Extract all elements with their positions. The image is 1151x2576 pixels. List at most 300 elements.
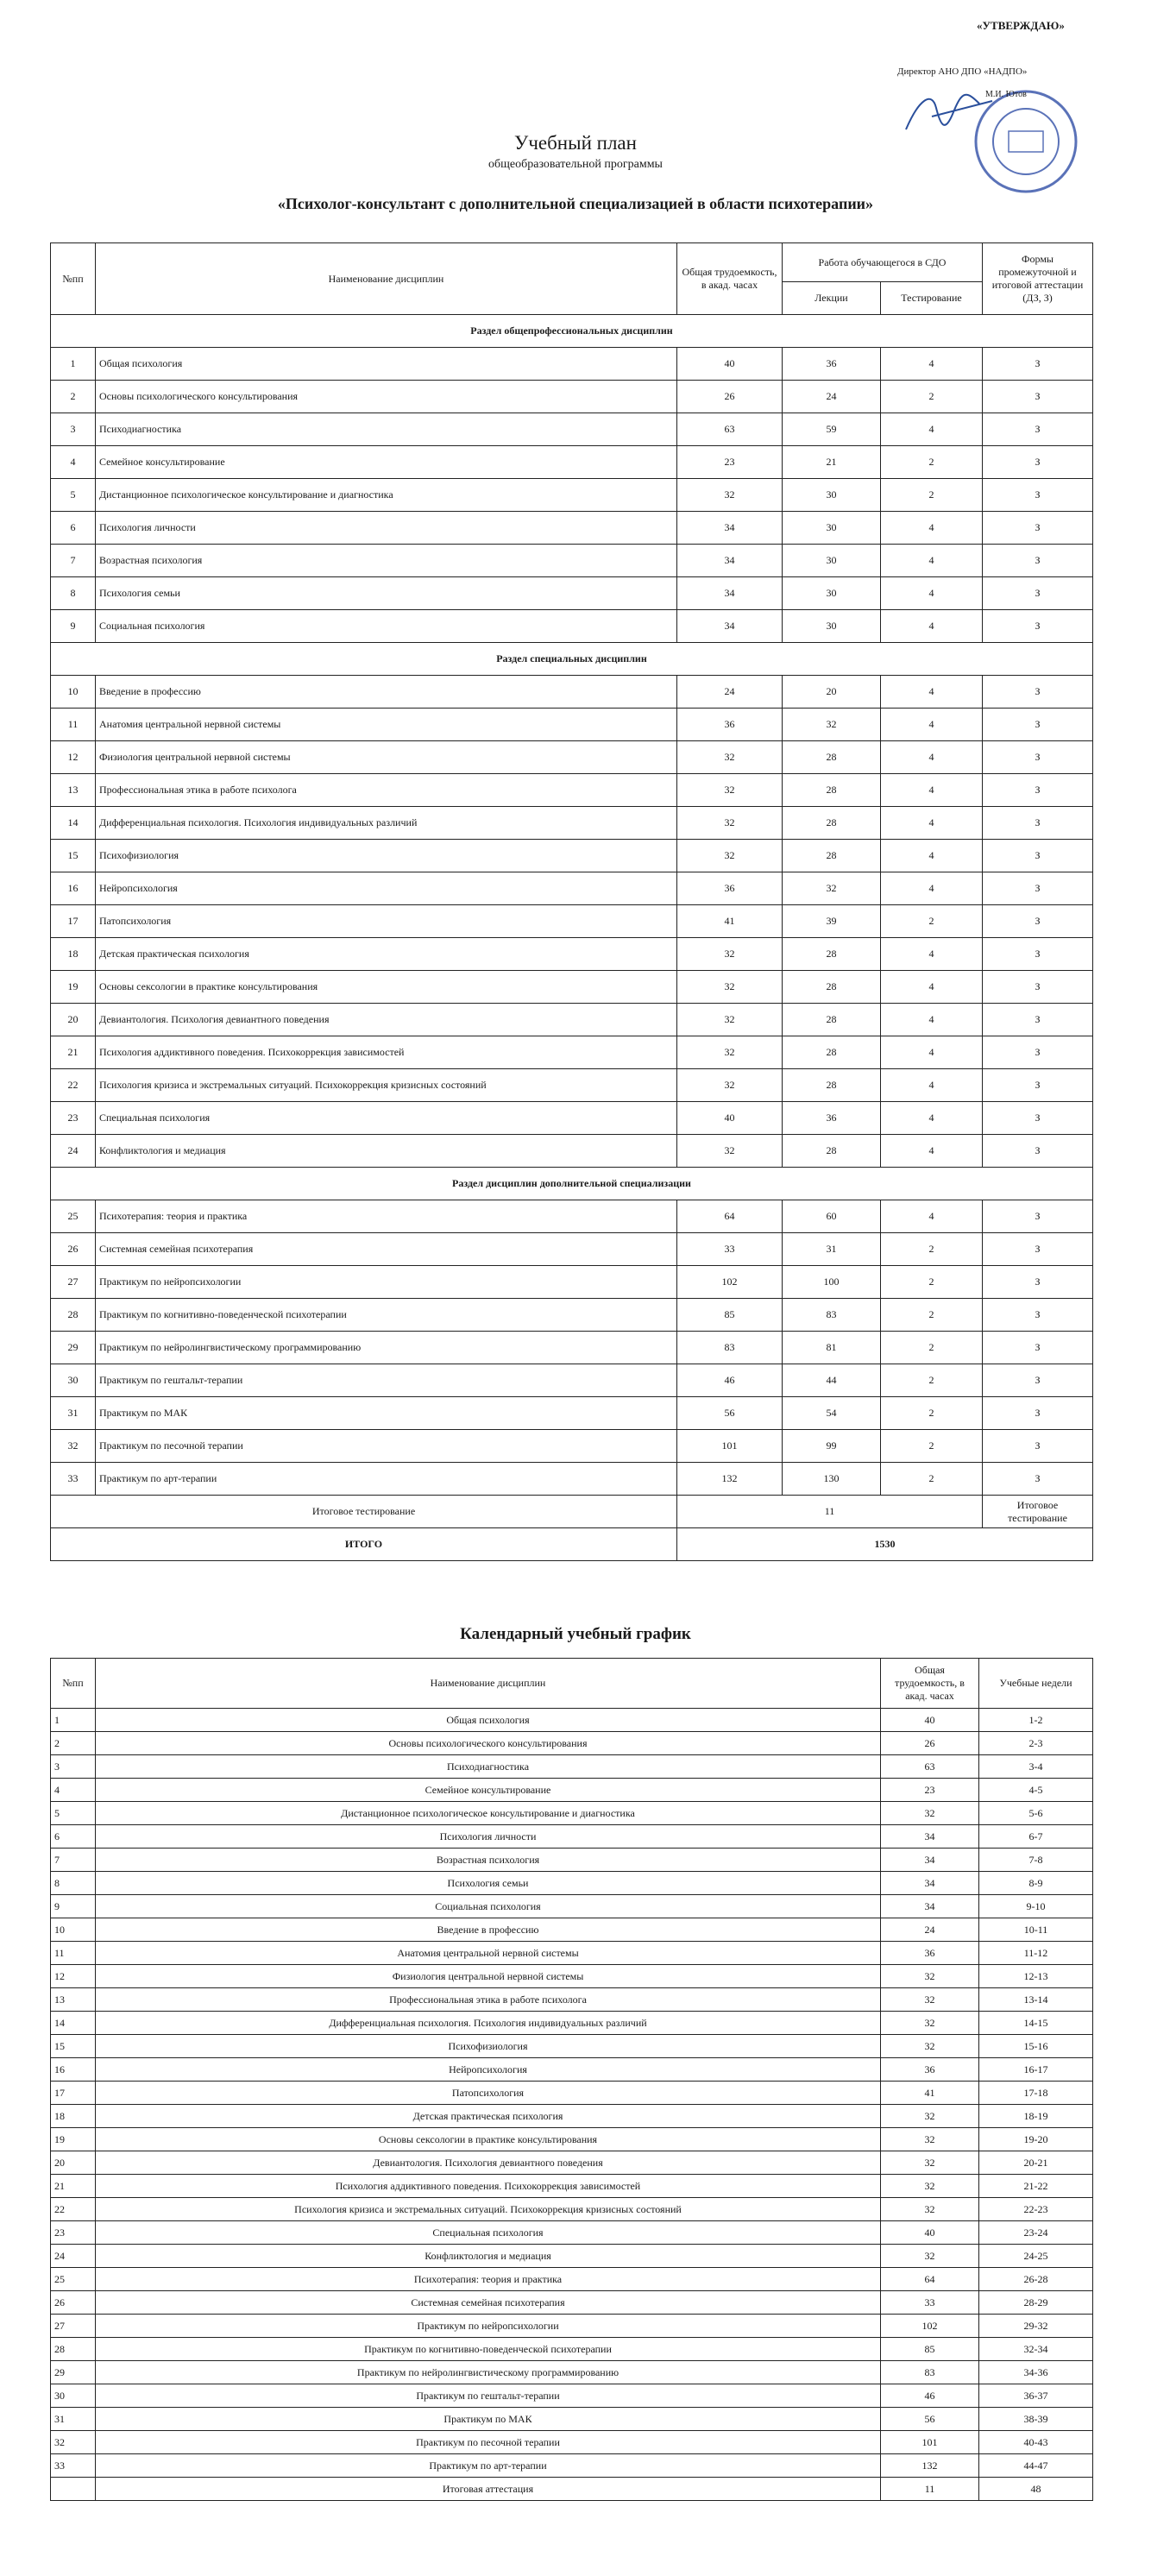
discipline-name: Психология кризиса и экстремальных ситуаций. Психокоррекция кризисных состояний: [96, 1069, 677, 1102]
discipline-name: Нейропсихология: [96, 872, 677, 905]
lecture-hours: 59: [783, 413, 881, 446]
col-work: Работа обучающегося в СДО: [783, 243, 983, 282]
testing-hours: 2: [881, 1266, 983, 1299]
attestation-form: З: [983, 1397, 1093, 1430]
discipline-name: Семейное консультирование: [96, 446, 677, 479]
discipline-name: Системная семейная психотерапия: [96, 2291, 881, 2315]
row-number: [51, 2478, 96, 2501]
total-hours: 32: [881, 2198, 979, 2221]
discipline-name: Детская практическая психология: [96, 938, 677, 971]
lecture-hours: 36: [783, 348, 881, 381]
table-row: [51, 1430, 1093, 1463]
row-number: 16: [51, 2058, 96, 2082]
testing-hours: 4: [881, 1200, 983, 1233]
total-hours: 132: [881, 2454, 979, 2478]
total-hours: 102: [881, 2315, 979, 2338]
total-hours: 36: [881, 1942, 979, 1965]
discipline-name: Патопсихология: [96, 2082, 881, 2105]
table-row: [51, 2082, 1093, 2105]
total-hours: 64: [881, 2268, 979, 2291]
table-row: [51, 348, 1093, 381]
table-row: [51, 1895, 1093, 1918]
lecture-hours: 100: [783, 1266, 881, 1299]
table-row: [51, 1463, 1093, 1496]
total-hours: 40: [881, 2221, 979, 2245]
attestation-form: З: [983, 741, 1093, 774]
testing-hours: 4: [881, 1069, 983, 1102]
testing-hours: 4: [881, 676, 983, 709]
lecture-hours: 30: [783, 545, 881, 577]
testing-hours: 4: [881, 1102, 983, 1135]
attestation-form: З: [983, 774, 1093, 807]
study-weeks: 15-16: [979, 2035, 1093, 2058]
row-number: 17: [51, 905, 96, 938]
discipline-name: Основы психологического консультирования: [96, 381, 677, 413]
discipline-name: Психология аддиктивного поведения. Психокоррекция зависимостей: [96, 1036, 677, 1069]
table-row: [51, 840, 1093, 872]
lecture-hours: 24: [783, 381, 881, 413]
row-number: 10: [51, 676, 96, 709]
row-number: 32: [51, 1430, 96, 1463]
table-row: [51, 2151, 1093, 2175]
testing-hours: 4: [881, 413, 983, 446]
attestation-form: З: [983, 1200, 1093, 1233]
discipline-name: Психофизиология: [96, 2035, 881, 2058]
attestation-form: З: [983, 840, 1093, 872]
study-weeks: 5-6: [979, 1802, 1093, 1825]
table-row: [51, 971, 1093, 1004]
discipline-name: Психология кризиса и экстремальных ситуаций. Психокоррекция кризисных состояний: [96, 2198, 881, 2221]
discipline-name: Психология семьи: [96, 577, 677, 610]
total-hours: 46: [677, 1364, 783, 1397]
discipline-name: Профессиональная этика в работе психолога: [96, 1988, 881, 2012]
total-hours: 34: [881, 1895, 979, 1918]
discipline-name: Общая психология: [96, 348, 677, 381]
attestation-form: З: [983, 971, 1093, 1004]
total-hours: 32: [881, 2175, 979, 2198]
table-row: [51, 2291, 1093, 2315]
discipline-name: Дифференциальная психология. Психология индивидуальных различий: [96, 2012, 881, 2035]
row-number: 29: [51, 2361, 96, 2384]
attestation-form: З: [983, 1069, 1093, 1102]
attestation-form: З: [983, 1299, 1093, 1332]
table-row: [51, 676, 1093, 709]
testing-hours: 4: [881, 938, 983, 971]
row-number: 10: [51, 1918, 96, 1942]
attestation-form: З: [983, 348, 1093, 381]
study-weeks: 19-20: [979, 2128, 1093, 2151]
total-hours: 24: [881, 1918, 979, 1942]
discipline-name: Практикум по МАК: [96, 1397, 677, 1430]
total-hours: 63: [881, 1755, 979, 1779]
total-hours: 34: [677, 577, 783, 610]
study-weeks: 11-12: [979, 1942, 1093, 1965]
testing-hours: 4: [881, 577, 983, 610]
col-name: Наименование дисциплин: [96, 243, 677, 315]
lecture-hours: 54: [783, 1397, 881, 1430]
study-weeks: 4-5: [979, 1779, 1093, 1802]
final-test-form: Итоговое тестирование: [983, 1496, 1093, 1528]
attestation-form: З: [983, 577, 1093, 610]
row-number: 25: [51, 1200, 96, 1233]
row-number: 9: [51, 1895, 96, 1918]
testing-hours: 2: [881, 1233, 983, 1266]
discipline-name: Социальная психология: [96, 610, 677, 643]
total-hours: 83: [881, 2361, 979, 2384]
discipline-name: Возрастная психология: [96, 545, 677, 577]
study-weeks: 24-25: [979, 2245, 1093, 2268]
row-number: 4: [51, 446, 96, 479]
director-name: М.И. Ютов: [985, 90, 1027, 99]
col-num: №пп: [51, 243, 96, 315]
testing-hours: 2: [881, 1364, 983, 1397]
total-row: [51, 1528, 1093, 1561]
row-number: 27: [51, 2315, 96, 2338]
attestation-form: З: [983, 479, 1093, 512]
row-number: 7: [51, 1849, 96, 1872]
table-row: [51, 479, 1093, 512]
discipline-name: Введение в профессию: [96, 676, 677, 709]
lecture-hours: 32: [783, 872, 881, 905]
testing-hours: 4: [881, 774, 983, 807]
row-number: 30: [51, 2384, 96, 2408]
table-row: [51, 1397, 1093, 1430]
discipline-name: Психология личности: [96, 512, 677, 545]
total-hours: 64: [677, 1200, 783, 1233]
table-row: [51, 1732, 1093, 1755]
table-row: [51, 1069, 1093, 1102]
total-hours: 32: [677, 840, 783, 872]
final-test-label: Итоговое тестирование: [51, 1496, 677, 1528]
row-number: 21: [51, 2175, 96, 2198]
row-number: 32: [51, 2431, 96, 2454]
total-hours: 34: [881, 1849, 979, 1872]
row-number: 20: [51, 2151, 96, 2175]
discipline-name: Общая психология: [96, 1709, 881, 1732]
testing-hours: 4: [881, 512, 983, 545]
discipline-name: Практикум по арт-терапии: [96, 1463, 677, 1496]
table-row: [51, 1988, 1093, 2012]
total-hours: 32: [677, 1004, 783, 1036]
total-hours: 32: [677, 1135, 783, 1168]
discipline-name: Психология личности: [96, 1825, 881, 1849]
total-hours: 32: [881, 1802, 979, 1825]
attestation-form: З: [983, 709, 1093, 741]
final-test-row: [51, 1496, 1093, 1528]
total-hours: 85: [677, 1299, 783, 1332]
discipline-name: Психотерапия: теория и практика: [96, 2268, 881, 2291]
row-number: 11: [51, 1942, 96, 1965]
row-number: 6: [51, 512, 96, 545]
discipline-name: Семейное консультирование: [96, 1779, 881, 1802]
attestation-form: З: [983, 1332, 1093, 1364]
row-number: 27: [51, 1266, 96, 1299]
row-number: 22: [51, 1069, 96, 1102]
discipline-name: Практикум по гештальт-терапии: [96, 1364, 677, 1397]
row-number: 33: [51, 1463, 96, 1496]
lecture-hours: 20: [783, 676, 881, 709]
table-row: [51, 1266, 1093, 1299]
row-number: 31: [51, 1397, 96, 1430]
table-row: [51, 938, 1093, 971]
study-weeks: 23-24: [979, 2221, 1093, 2245]
discipline-name: Психодиагностика: [96, 1755, 881, 1779]
total-hours: 32: [677, 938, 783, 971]
table-row: [51, 1036, 1093, 1069]
row-number: 24: [51, 2245, 96, 2268]
table-row: [51, 2128, 1093, 2151]
study-weeks: 44-47: [979, 2454, 1093, 2478]
table-row: [51, 2384, 1093, 2408]
discipline-name: Девиантология. Психология девиантного поведения: [96, 1004, 677, 1036]
plan-subtitle: общеобразовательной программы: [488, 158, 663, 171]
total-hours: 34: [677, 610, 783, 643]
lecture-hours: 44: [783, 1364, 881, 1397]
discipline-name: Конфликтология и медиация: [96, 2245, 881, 2268]
lecture-hours: 28: [783, 971, 881, 1004]
row-number: 22: [51, 2198, 96, 2221]
lecture-hours: 30: [783, 512, 881, 545]
col-lectures: Лекции: [783, 282, 881, 315]
director-title: Директор АНО ДПО «НАДПО»: [897, 66, 1028, 77]
attestation-form: З: [983, 1004, 1093, 1036]
testing-hours: 2: [881, 905, 983, 938]
study-weeks: 20-21: [979, 2151, 1093, 2175]
row-number: 14: [51, 807, 96, 840]
row-number: 8: [51, 1872, 96, 1895]
row-number: 29: [51, 1332, 96, 1364]
total-hours: 32: [881, 1965, 979, 1988]
discipline-name: Практикум по когнитивно-поведенческой психотерапии: [96, 2338, 881, 2361]
testing-hours: 4: [881, 971, 983, 1004]
lecture-hours: 30: [783, 479, 881, 512]
attestation-form: З: [983, 938, 1093, 971]
table-row: [51, 1872, 1093, 1895]
study-weeks: 32-34: [979, 2338, 1093, 2361]
row-number: 20: [51, 1004, 96, 1036]
row-number: 18: [51, 2105, 96, 2128]
lecture-hours: 28: [783, 807, 881, 840]
table-row: [51, 2175, 1093, 2198]
table-row: [51, 2035, 1093, 2058]
row-number: 5: [51, 1802, 96, 1825]
row-number: 25: [51, 2268, 96, 2291]
total-hours: 36: [677, 872, 783, 905]
row-number: 33: [51, 2454, 96, 2478]
row-number: 16: [51, 872, 96, 905]
attestation-form: З: [983, 905, 1093, 938]
table-row: [51, 1332, 1093, 1364]
discipline-name: Социальная психология: [96, 1895, 881, 1918]
table-row: [51, 2058, 1093, 2082]
study-weeks: 12-13: [979, 1965, 1093, 1988]
study-weeks: 1-2: [979, 1709, 1093, 1732]
total-hours: 101: [881, 2431, 979, 2454]
discipline-name: Практикум по арт-терапии: [96, 2454, 881, 2478]
col-testing: Тестирование: [881, 282, 983, 315]
table-row: [51, 413, 1093, 446]
row-number: 26: [51, 1233, 96, 1266]
discipline-name: Конфликтология и медиация: [96, 1135, 677, 1168]
discipline-name: Специальная психология: [96, 2221, 881, 2245]
table-row: [51, 2245, 1093, 2268]
testing-hours: 4: [881, 807, 983, 840]
total-hours: 132: [677, 1463, 783, 1496]
total-hours: 102: [677, 1266, 783, 1299]
row-number: 28: [51, 1299, 96, 1332]
table-row: [51, 1299, 1093, 1332]
approval-label: «УТВЕРЖДАЮ»: [977, 19, 1065, 32]
study-weeks: 2-3: [979, 1732, 1093, 1755]
total-hours: 26: [881, 1732, 979, 1755]
total-hours: 23: [677, 446, 783, 479]
testing-hours: 4: [881, 610, 983, 643]
table-row: [51, 1135, 1093, 1168]
discipline-name: Психология аддиктивного поведения. Психокоррекция зависимостей: [96, 2175, 881, 2198]
attestation-form: З: [983, 1266, 1093, 1299]
section-row: [51, 1168, 1093, 1200]
discipline-name: Дифференциальная психология. Психология индивидуальных различий: [96, 807, 677, 840]
table-row: [51, 709, 1093, 741]
table-row: [51, 1755, 1093, 1779]
sched-col-weeks: Учебные недели: [979, 1659, 1093, 1709]
testing-hours: 2: [881, 1397, 983, 1430]
attestation-form: З: [983, 545, 1093, 577]
table-row: [51, 1779, 1093, 1802]
table-row: [51, 2221, 1093, 2245]
row-number: 3: [51, 413, 96, 446]
section-title: Раздел специальных дисциплин: [51, 643, 1093, 676]
total-hours: 24: [677, 676, 783, 709]
total-hours: 32: [881, 1988, 979, 2012]
lecture-hours: 28: [783, 840, 881, 872]
discipline-name: Психотерапия: теория и практика: [96, 1200, 677, 1233]
lecture-hours: 28: [783, 938, 881, 971]
discipline-name: Введение в профессию: [96, 1918, 881, 1942]
total-hours: 36: [677, 709, 783, 741]
discipline-name: Психофизиология: [96, 840, 677, 872]
testing-hours: 2: [881, 1430, 983, 1463]
schedule-table: [50, 1658, 1093, 2501]
testing-hours: 4: [881, 545, 983, 577]
lecture-hours: 32: [783, 709, 881, 741]
row-number: 28: [51, 2338, 96, 2361]
table-row: [51, 381, 1093, 413]
total-hours: 33: [881, 2291, 979, 2315]
table-row: [51, 1849, 1093, 1872]
row-number: 1: [51, 1709, 96, 1732]
study-weeks: 16-17: [979, 2058, 1093, 2082]
table-row: [51, 2454, 1093, 2478]
lecture-hours: 83: [783, 1299, 881, 1332]
table-row: [51, 905, 1093, 938]
lecture-hours: 30: [783, 577, 881, 610]
discipline-name: Детская практическая психология: [96, 2105, 881, 2128]
study-weeks: 10-11: [979, 1918, 1093, 1942]
total-hours: 32: [881, 2128, 979, 2151]
total-hours: 85: [881, 2338, 979, 2361]
study-weeks: 14-15: [979, 2012, 1093, 2035]
row-number: 6: [51, 1825, 96, 1849]
row-number: 11: [51, 709, 96, 741]
lecture-hours: 28: [783, 741, 881, 774]
discipline-name: Патопсихология: [96, 905, 677, 938]
table-row: [51, 446, 1093, 479]
study-weeks: 3-4: [979, 1755, 1093, 1779]
testing-hours: 4: [881, 1135, 983, 1168]
row-number: 23: [51, 2221, 96, 2245]
discipline-name: Основы сексологии в практике консультирования: [96, 971, 677, 1004]
study-weeks: 8-9: [979, 1872, 1093, 1895]
total-hours: 34: [677, 512, 783, 545]
discipline-name: Профессиональная этика в работе психолога: [96, 774, 677, 807]
total-hours: 40: [881, 1709, 979, 1732]
total-hours: 32: [881, 2105, 979, 2128]
row-number: 14: [51, 2012, 96, 2035]
study-plan-table: [50, 242, 1093, 1561]
col-total: Общая трудоемкость, в акад. часах: [677, 243, 783, 315]
table-row: [51, 872, 1093, 905]
table-row: [51, 1709, 1093, 1732]
attestation-form: З: [983, 676, 1093, 709]
discipline-name: Физиология центральной нервной системы: [96, 741, 677, 774]
testing-hours: 4: [881, 1004, 983, 1036]
row-number: 19: [51, 971, 96, 1004]
table-row: [51, 1802, 1093, 1825]
discipline-name: Практикум по гештальт-терапии: [96, 2384, 881, 2408]
testing-hours: 2: [881, 479, 983, 512]
row-number: 5: [51, 479, 96, 512]
attestation-form: З: [983, 1102, 1093, 1135]
sched-col-num: №пп: [51, 1659, 96, 1709]
lecture-hours: 28: [783, 774, 881, 807]
lecture-hours: 28: [783, 1069, 881, 1102]
row-number: 24: [51, 1135, 96, 1168]
discipline-name: Физиология центральной нервной системы: [96, 1965, 881, 1988]
study-weeks: 7-8: [979, 1849, 1093, 1872]
row-number: 12: [51, 741, 96, 774]
attestation-form: З: [983, 610, 1093, 643]
attestation-form: З: [983, 1430, 1093, 1463]
table-row: [51, 2431, 1093, 2454]
total-hours: 32: [881, 2151, 979, 2175]
discipline-name: Практикум по МАК: [96, 2408, 881, 2431]
row-number: 4: [51, 1779, 96, 1802]
attestation-form: З: [983, 1463, 1093, 1496]
table-row: [51, 807, 1093, 840]
lecture-hours: 60: [783, 1200, 881, 1233]
testing-hours: 4: [881, 1036, 983, 1069]
lecture-hours: 81: [783, 1332, 881, 1364]
section-row: [51, 315, 1093, 348]
lecture-hours: 28: [783, 1004, 881, 1036]
row-number: 8: [51, 577, 96, 610]
row-number: 31: [51, 2408, 96, 2431]
study-weeks: 40-43: [979, 2431, 1093, 2454]
attestation-form: З: [983, 1036, 1093, 1069]
discipline-name: Практикум по песочной терапии: [96, 2431, 881, 2454]
discipline-name: Практикум по когнитивно-поведенческой психотерапии: [96, 1299, 677, 1332]
study-weeks: 36-37: [979, 2384, 1093, 2408]
row-number: 1: [51, 348, 96, 381]
attestation-form: З: [983, 1364, 1093, 1397]
total-hours: 26: [677, 381, 783, 413]
table-row: [51, 2105, 1093, 2128]
discipline-name: Практикум по нейролингвистическому программированию: [96, 2361, 881, 2384]
total-hours: 83: [677, 1332, 783, 1364]
attestation-form: З: [983, 1135, 1093, 1168]
table-row: [51, 577, 1093, 610]
